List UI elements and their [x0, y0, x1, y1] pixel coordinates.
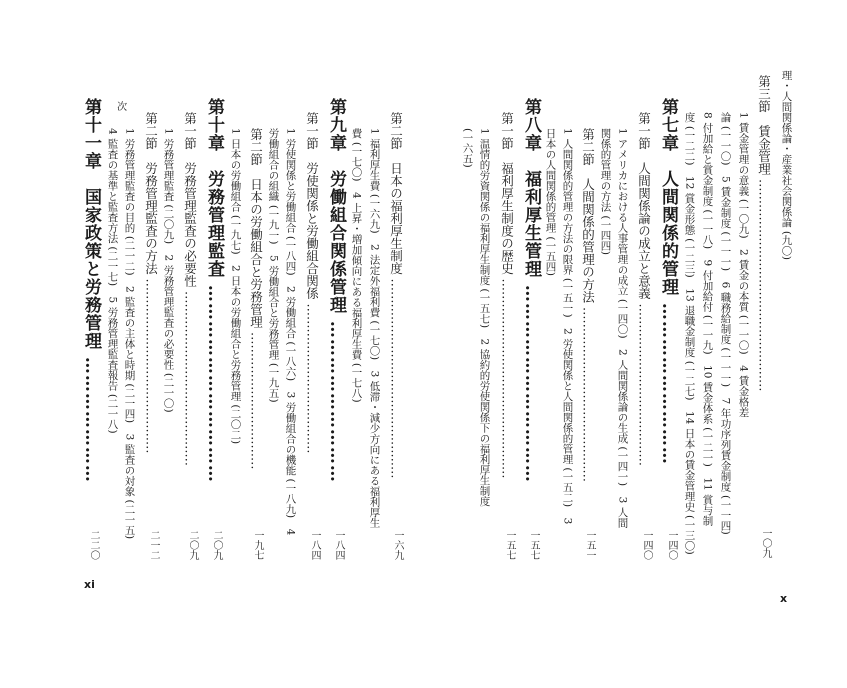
header-label: 目 次 — [92, 102, 134, 113]
toc-chapter: 第十一章 国家政策と労務管理 ………………… — [81, 98, 101, 483]
toc-line: 1 温情的労資関係の福利厚生制度 (一五七) 2 協約的労使関係下の福利厚生制度 — [478, 128, 491, 507]
toc-line: 1 労務管理監査 (二〇九) 2 労務管理監査の必要性 (二一〇) — [162, 128, 175, 413]
toc-line: 労働組合の組織 (一九一) 5 労働組合と労務管理 (一九五) — [267, 128, 280, 403]
toc-line: 1 日本の労働組合 (一九七) 2 日本の労働組合と労務管理 (二〇二) — [229, 128, 242, 445]
toc-line: 理・人間関係論・産業社会関係論 (九〇) — [780, 70, 793, 261]
toc-section: 第一節 人間関係論の成立と意義 ………………………………… — [636, 112, 652, 466]
toc-line: 論 (一一〇) 5 賃金制度 (一一一) 6 職務給制度 (一一一) 7 年功序列賃金制度 (一一四) — [719, 112, 732, 535]
toc-section: 第一節 労務管理監査の必要性 …………………………………… — [182, 112, 198, 466]
toc-chapter: 第九章 労働組合関係管理 ……………………… — [326, 98, 346, 483]
toc-line: 関係的管理の方法 (一四四) — [599, 128, 612, 256]
page-number-right: x — [780, 592, 788, 605]
toc-line: 日本の人間関係的管理 (一五四) — [544, 128, 557, 277]
toc-page-number: 二〇九 — [187, 530, 198, 560]
toc-line: 1 賃金管理の意義 (一〇九) 2 賃金の本質 (一一〇) 4 賃金格差 — [737, 112, 750, 418]
toc-line: 8 付加給と賞金制度 (一一八) 9 付加給付 (一一九) 10 賃金体系 (一二一) 11 賞与制 — [701, 112, 714, 526]
toc-chapter: 第七章 人間関係的管理 ……………………… — [658, 98, 678, 465]
toc-page-number: 一〇九 — [760, 528, 771, 558]
toc-page-number: 一九七 — [252, 530, 263, 560]
toc-section: 第二節 労務管理監査の方法 …………………………………… — [143, 112, 159, 454]
toc-section: 第二節 日本の労働組合と労務管理 …………………………… — [248, 128, 264, 470]
toc-line: 1 人間関係的管理の方法の限界 (一五一) 2 労使関係と人間関係的管理 (一五二) 3 — [561, 128, 574, 525]
toc-line: 1 福利厚生費 (一六九) 2 法定外福利費 (一七〇) 3 低滞・減少方向にある福利厚生 — [368, 128, 381, 528]
toc-page-number: 一八四 — [309, 530, 320, 560]
toc-line: 費 (一七〇) 4 上昇・増加傾向にある福利厚生費 (一七八) — [350, 128, 363, 403]
toc-page-number: 一五七 — [528, 530, 539, 560]
toc-line: 1 アメリカにおける人事管理の成立 (一四〇) 2 人間関係論の生成 (一四一) 3 人間 — [616, 128, 629, 528]
toc-line: 4 監査の基準と監査方法 (二一七) 5 労務管理監査報告 (二一八) — [106, 128, 119, 434]
toc-line: 1 労務管理監査の目的 (二一二) 2 監査の主体と時期 (二一四) 3 監査の対象 (二一五) — [123, 128, 136, 540]
page-number-left: xi — [84, 578, 95, 591]
toc-page-number: 一四〇 — [666, 530, 677, 560]
toc-section: 第一節 労使関係と労働組合関係 ……………………………… — [304, 112, 320, 454]
toc-section: 第二節 人間関係的管理の方法 …………………………………… — [580, 128, 596, 482]
toc-chapter: 第十章 労務管理監査 …………………………… — [204, 98, 224, 483]
toc-section: 第一節 福利厚生制度の歴史 ………………………………………… — [499, 112, 515, 479]
toc-page-number: 一五一 — [584, 530, 595, 560]
toc-line: (一六五) — [461, 128, 474, 168]
toc-page-number: 一六九 — [392, 530, 403, 560]
toc-section: 第二節 日本の福利厚生制度 ………………………………………… — [388, 112, 404, 479]
toc-line: 度 (一二二) 12 賞金形態 (一二三) 13 退職金制度 (一二七) 14 日本の賃金管理史 (一三〇) — [683, 112, 696, 555]
toc-page-number: 二〇九 — [211, 530, 222, 560]
toc-page-number: 一五七 — [504, 530, 515, 560]
toc-line: 1 労使関係と労働組合 (一八四) 2 労働組合 (一八六) 3 労働組合の機能 (一八九) 4 — [284, 128, 297, 536]
toc-section — [757, 75, 770, 391]
toc-page-number: 二一二 — [148, 530, 159, 560]
toc-section-text: 第三節 賃金管理 …………………………………………… — [756, 75, 772, 392]
toc-page-number: 一四〇 — [641, 530, 652, 560]
toc-page-number: 二二〇 — [88, 530, 99, 560]
toc-chapter: 第八章 福利厚生管理 …………………………… — [521, 98, 541, 483]
toc-page-number: 一八四 — [333, 530, 344, 560]
